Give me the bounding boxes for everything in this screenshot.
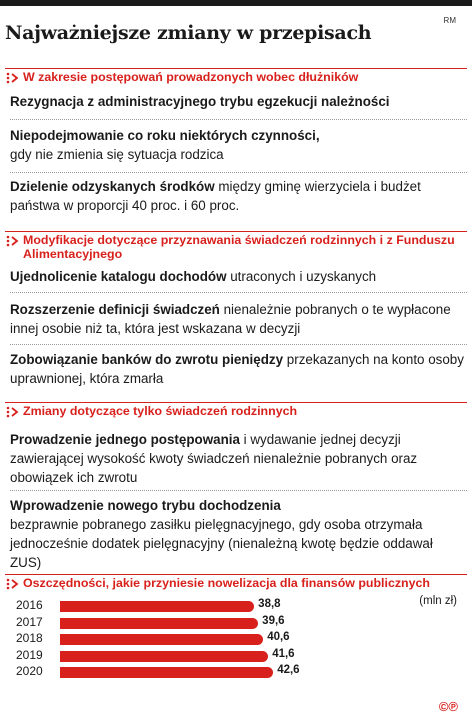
bar-value-label: 41,6 [272, 647, 295, 660]
list-item: Wprowadzenie nowego trybu dochodzenia bezprawnie pobranego zasiłku pielęgnacyjnego, gdy osoba otrzymała jednocześnie dodatek pielęgnacyjny (nienależną kwotę będzie oddawał ZUS) [10, 498, 433, 570]
bar-value-label: 40,6 [267, 631, 290, 643]
year-label: 2019 [16, 647, 43, 662]
section-marker-icon [6, 72, 19, 84]
chart-unit-label: (mln zł) [419, 595, 457, 607]
year-label: 2016 [16, 598, 43, 612]
savings-bar-chart [5, 595, 467, 680]
section-marker-icon [6, 406, 19, 418]
divider [10, 344, 467, 345]
section-marker-icon [6, 235, 19, 247]
bar [60, 667, 273, 678]
list-item: Dzielenie odzyskanych środków między gminę wierzyciela i budżet państwa w proporcji 40 proc. i 60 proc. [10, 179, 421, 213]
section-heading: Zmiany dotyczące tylko świadczeń rodzinnych [5, 402, 467, 418]
top-rule [0, 0, 472, 6]
divider [10, 172, 467, 173]
divider [10, 490, 467, 491]
bar [60, 634, 263, 645]
divider [10, 119, 467, 120]
section-heading: W zakresie postępowań prowadzonych wobec dłużników [5, 68, 467, 84]
bar [60, 618, 258, 629]
list-item: Rezygnacja z administracyjnego trybu egzekucji należności [10, 94, 390, 109]
copyright-mark: ©℗ [438, 699, 458, 714]
year-label: 2020 [16, 664, 43, 678]
source-tag: RM [443, 16, 456, 25]
list-item: Rozszerzenie definicji świadczeń nienależnie pobranych o te wypłacone innej osobie niż ta, która jest wskazana w decyzji [10, 302, 451, 336]
section-heading: Oszczędności, jakie przyniesie nowelizacja dla finansów publicznych [5, 574, 467, 590]
divider [10, 292, 467, 293]
year-label: 2018 [16, 631, 43, 645]
list-item: Ujednolicenie katalogu dochodów utraconych i uzyskanych [10, 269, 377, 284]
bar-value-label: 38,8 [258, 598, 281, 610]
page-title: Najważniejsze zmiany w przepisach [5, 22, 372, 44]
section-3 [5, 402, 467, 418]
section-2 [5, 231, 467, 261]
list-item: Zobowiązanie banków do zwrotu pieniędzy przekazanych na konto osoby uprawnionej, która zmarła [10, 352, 464, 386]
year-label: 2017 [16, 614, 43, 629]
section-4 [5, 574, 467, 590]
bar-value-label: 42,6 [277, 664, 300, 676]
section-heading: Modyfikacje dotyczące przyznawania świadczeń rodzinnych i z Funduszu Alimentacyjnego [5, 231, 467, 261]
bar-value-label: 39,6 [262, 614, 285, 627]
list-item: Prowadzenie jednego postępowania i wydawanie jednej decyzji zawierającej wysokość kwoty świadczeń nienależnie pobranych oraz obowiązek ich zwrotu [10, 432, 418, 485]
section-marker-icon [6, 578, 19, 590]
bar [60, 651, 268, 662]
list-item: Niepodejmowanie co roku niektórych czynności, gdy nie zmienia się sytuacja rodzica [10, 128, 320, 162]
section-1 [5, 68, 467, 84]
bar [60, 601, 254, 612]
